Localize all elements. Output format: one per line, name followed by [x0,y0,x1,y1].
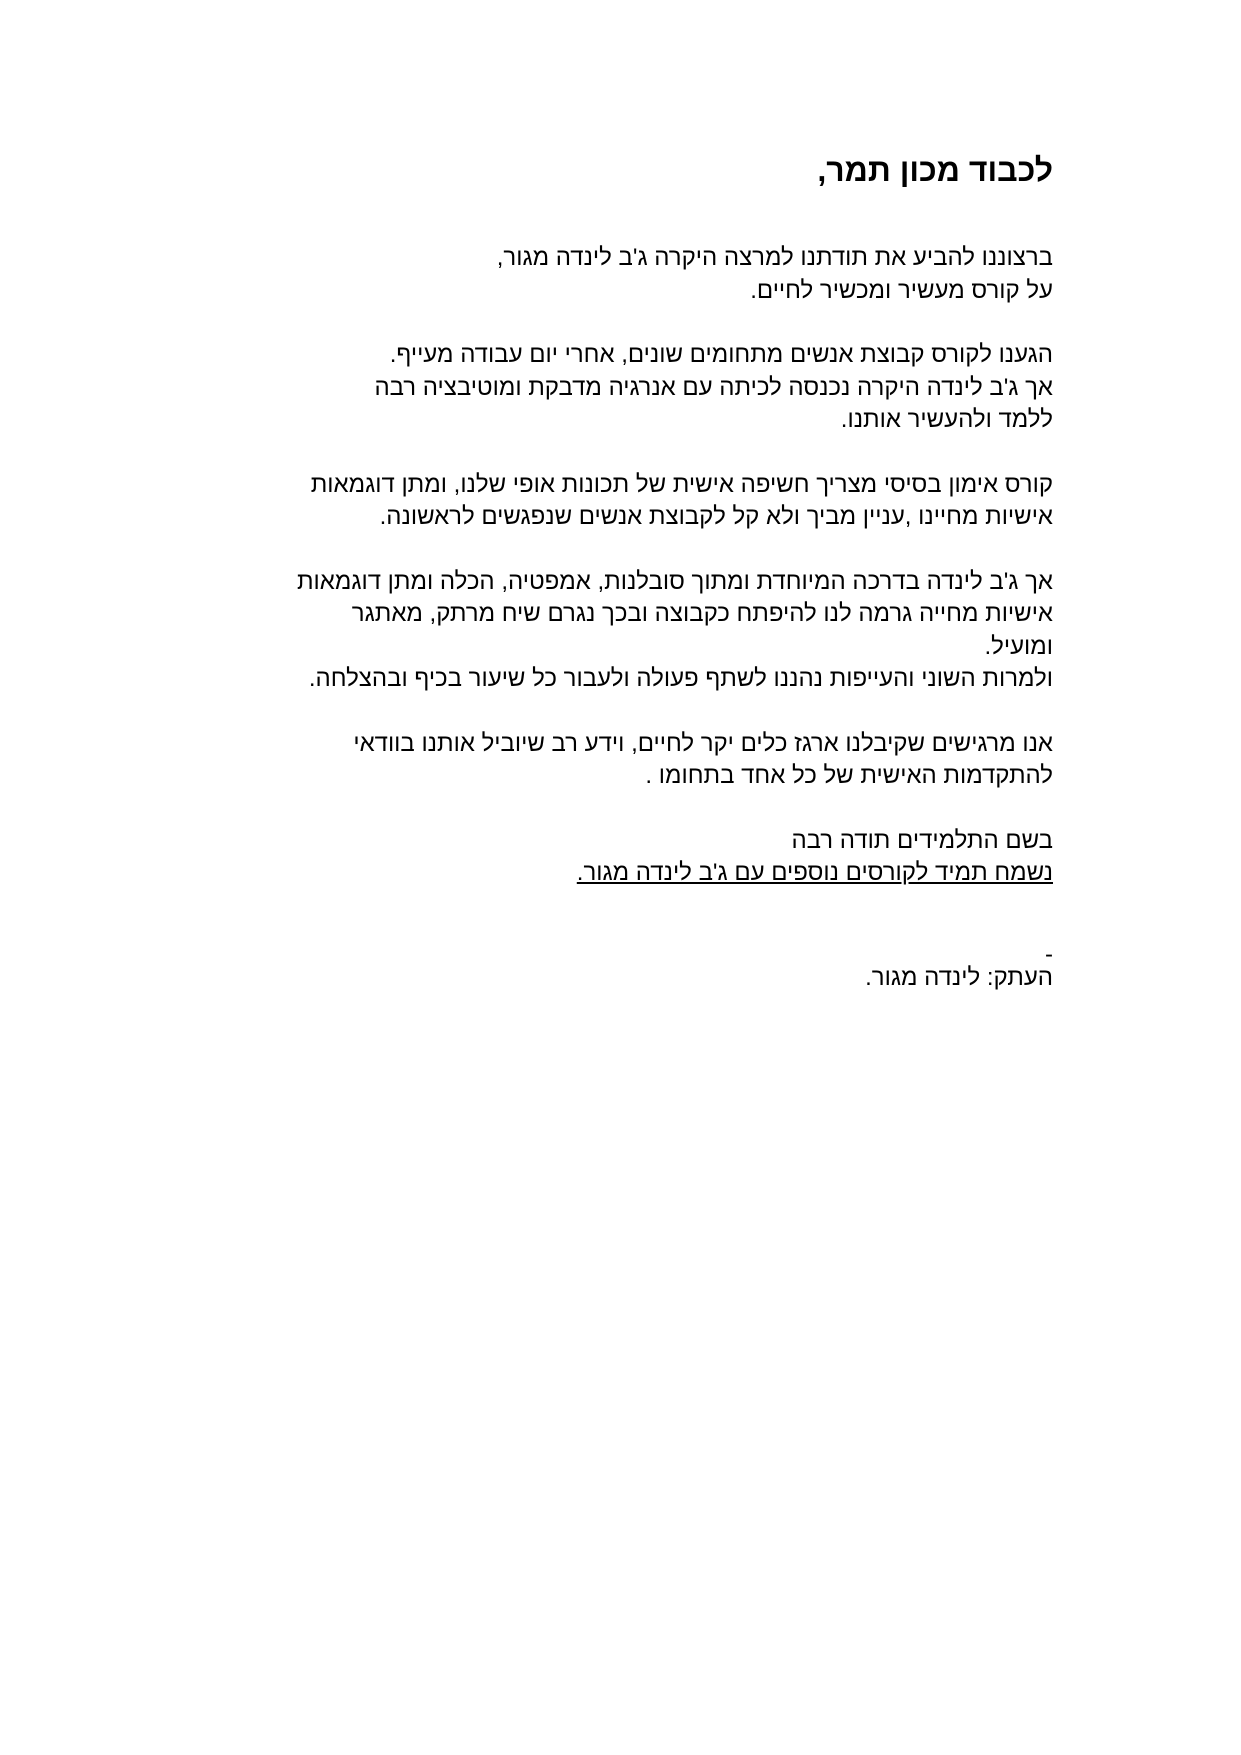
text-line: אך ג'ב לינדה בדרכה המיוחדת ומתוך סובלנות, אמפטיה, הכלה ומתן דוגמאות [296,567,1053,595]
closing-underlined: נשמח תמיד לקורסים נוספים עם ג'ב לינדה מגור. [576,859,1053,886]
text-line: אישיות מחיינו ,עניין מביך ולא קל לקבוצת אנשים שנפגשים לראשונה. [379,503,1053,530]
closing-thanks: בשם התלמידים תודה רבה [791,826,1053,854]
text-line: ומועיל. [984,632,1053,660]
copy-text: העתק: לינדה מגור. [865,963,1053,991]
paragraph-4 [173,566,1053,696]
letter-body [173,150,1053,994]
text-line: אנו מרגישים שקיבלנו ארגז כלים יקר לחיים, וידע רב שיוביל אותנו בוודאי [353,729,1053,757]
text-line: אך ג'ב לינדה היקרה נכנסה לכיתה עם אנרגיה מדבקת ומוטיבציה רבה [374,373,1053,401]
text-line: הגענו לקורס קבוצת אנשים מתחומים שונים, אחרי יום עבודה מעייף. [389,341,1053,368]
paragraph-2 [173,339,1053,437]
text-line: להתקדמות האישית של כל אחד בתחומו . [645,762,1053,789]
text-line: קורס אימון בסיסי מצריך חשיפה אישית של תכונות אופי שלנו, ומתן דוגמאות [310,470,1053,498]
closing [173,825,1053,890]
paragraph-5 [173,728,1053,793]
paragraph-1 [173,242,1053,307]
paragraph-3 [173,469,1053,534]
text-line: ברצוננו להביע את תודתנו למרצה היקרה ג'ב לינדה מגור, [496,244,1053,271]
copy-note [173,940,1053,994]
text-line: אישיות מחייה גרמה לנו להיפתח כקבוצה ובכך נגרם שיח מרתק, מאתגר [351,600,1053,627]
text-line: ולמרות השוני והעייפות נהננו לשתף פעולה ולעבור כל שיעור בכיף ובהצלחה. [308,665,1053,692]
text-line: ללמד ולהעשיר אותנו. [840,406,1053,433]
copy-dash: - [1045,940,1053,968]
letter-title: לכבוד מכון תמר, [817,152,1053,188]
text-line: על קורס מעשיר ומכשיר לחיים. [750,276,1053,304]
